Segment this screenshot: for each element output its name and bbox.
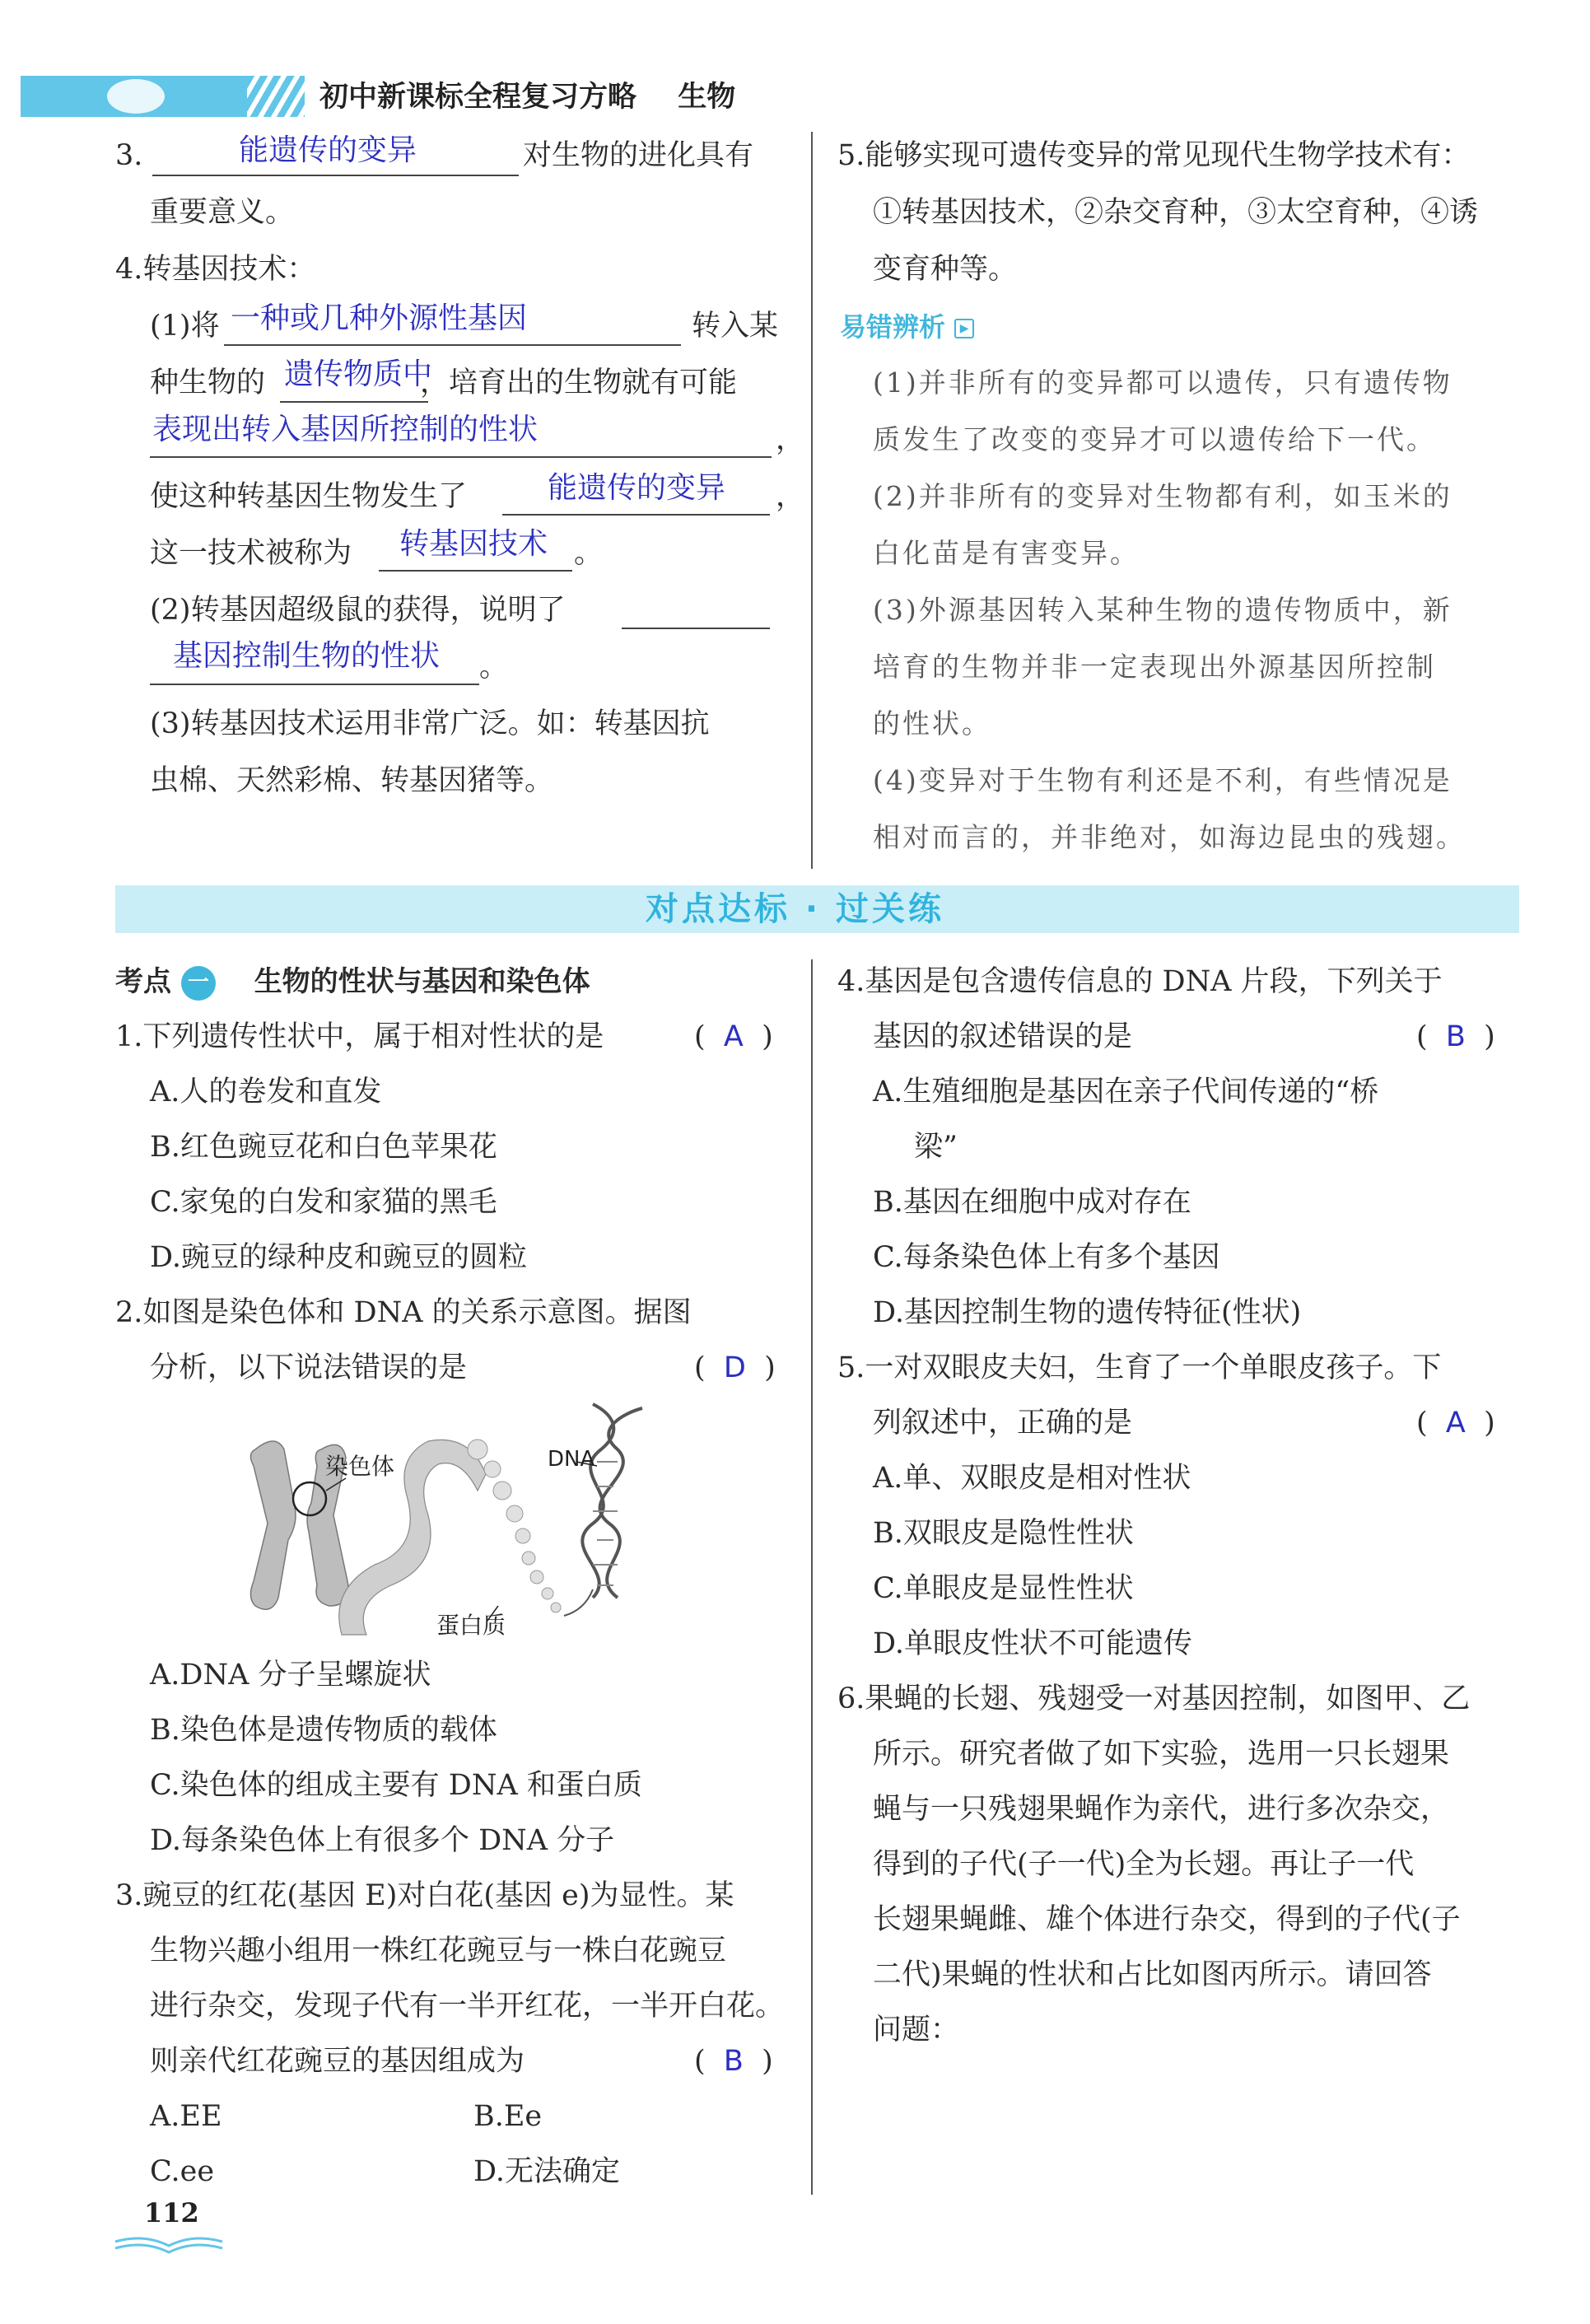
q4-1-comma2: ， — [776, 480, 805, 513]
rq4-option-a-line2: 梁” — [914, 1131, 958, 1164]
rt-q5-line3: 变育种等。 — [873, 253, 1018, 286]
q3-tail: 对生物的进化具有 — [523, 139, 754, 172]
q3b-answer-box: ( B ) — [694, 2045, 773, 2078]
error-analysis-label: 易错辨析 — [840, 311, 946, 343]
q4-2-post: 。 — [479, 651, 509, 684]
rq5-answer-box: ( A ) — [1416, 1407, 1495, 1440]
label-chromosome: 染色体 — [325, 1453, 395, 1480]
rq6-line1: 6.果蝇的长翅、残翅受一对基因控制，如图甲、乙 — [837, 1682, 1471, 1715]
q1-option-c: C.家兔的白发和家猫的黑毛 — [150, 1186, 497, 1219]
q3b-option-a: A.EE — [150, 2100, 222, 2133]
q3-answer: 能遗传的变异 — [239, 133, 417, 167]
rq6-line2: 所示。研究者做了如下实验，选用一只长翅果 — [873, 1738, 1450, 1771]
rq4-option-a-line1: A.生殖细胞是基因在亲子代间传递的“桥 — [873, 1076, 1379, 1108]
q4-3-line2: 虫棉、天然彩棉、转基因猪等。 — [150, 764, 554, 797]
kaodian-title: 生物的性状与基因和染色体 — [254, 965, 590, 998]
rt-q5-line2: ①转基因技术，②杂交育种，③太空育种，④诱 — [873, 196, 1479, 229]
q4-title: 4.转基因技术： — [115, 253, 316, 286]
q4-2-pre: (2)转基因超级鼠的获得，说明了 — [150, 594, 566, 627]
error-4-line1: (4)变异对于生物有利还是不利，有些情况是 — [873, 764, 1452, 796]
q4-1-line5-post: 。 — [574, 537, 604, 570]
q4-1-answer4: 能遗传的变异 — [548, 471, 726, 505]
book-title: 初中新课标全程复习方略 — [319, 81, 637, 114]
header-stripes — [247, 76, 305, 117]
q4-1-comma1: ， — [776, 423, 805, 456]
q3b-line4: 则亲代红花豌豆的基因组成为 — [150, 2045, 525, 2078]
section-title: 对点达标 · 过关练 — [645, 890, 945, 928]
q3b-line3: 进行杂交，发现子代有一半开红花，一半开白花。 — [150, 1990, 785, 2023]
q4-1-answer5: 转基因技术 — [399, 527, 548, 561]
column-divider-top — [811, 132, 813, 869]
rq5-option-d: D.单眼皮性状不可能遗传 — [873, 1627, 1192, 1660]
rq4-answer: B — [1445, 1020, 1466, 1053]
q4-1-line4-pre: 使这种转基因生物发生了 — [150, 480, 468, 513]
q4-2-answer: 基因控制生物的性状 — [173, 639, 441, 673]
rq4-line2: 基因的叙述错误的是 — [873, 1020, 1133, 1053]
q4-3-line1: (3)转基因技术运用非常广泛。如：转基因抗 — [150, 707, 710, 740]
q3b-line2: 生物兴趣小组用一株红花豌豆与一株白花豌豆 — [150, 1934, 727, 1967]
rq6-line7: 问题： — [873, 2014, 960, 2046]
rq5-option-a: A.单、双眼皮是相对性状 — [873, 1462, 1191, 1495]
rq4-line1: 4.基因是包含遗传信息的 DNA 片段，下列关于 — [837, 965, 1443, 998]
error-2-line1: (2)并非所有的变异对生物都有利，如玉米的 — [873, 480, 1452, 512]
rq4-option-b: B.基因在细胞中成对存在 — [873, 1186, 1191, 1219]
label-dna: DNA — [548, 1447, 595, 1472]
dna-double-helix — [582, 1404, 642, 1598]
error-3-line1: (3)外源基因转入某种生物的遗传物质中，新 — [873, 594, 1452, 626]
error-3-line3: 的性状。 — [873, 707, 991, 740]
q2-option-c: C.染色体的组成主要有 DNA 和蛋白质 — [150, 1769, 642, 1802]
rq4-option-d: D.基因控制生物的遗传特征(性状) — [873, 1296, 1302, 1329]
q3b-line1: 3.豌豆的红花(基因 E)对白花(基因 e)为显性。某 — [115, 1879, 734, 1912]
q4-1-answer3: 表现出转入基因所控制的性状 — [152, 413, 539, 446]
rq5-line1: 5.一对双眼皮夫妇，生育了一个单眼皮孩子。下 — [837, 1351, 1442, 1384]
error-2-line2: 白化苗是有害变异。 — [873, 537, 1140, 569]
q2-line1: 2.如图是染色体和 DNA 的关系示意图。据图 — [115, 1296, 692, 1329]
q2-line2: 分析，以下说法错误的是 — [150, 1351, 468, 1384]
q4-1-pre: (1)将 — [150, 310, 220, 343]
label-protein: 蛋白质 — [436, 1612, 506, 1639]
error-3-line2: 培育的生物并非一定表现出外源基因所控制 — [873, 651, 1436, 683]
rq6-line5: 长翅果蝇雌、雄个体进行杂交，得到的子代(子 — [873, 1903, 1461, 1936]
chromosome-dna-figure — [231, 1400, 708, 1639]
kaodian-heading — [115, 954, 590, 1010]
rq4-answer-box: ( B ) — [1416, 1020, 1495, 1053]
error-4-line2: 相对而言的，并非绝对，如海边昆虫的残翅。 — [873, 821, 1466, 853]
kaodian-label: 考点 — [115, 965, 171, 998]
arrow-icon: ▶ — [954, 319, 974, 338]
rq5-option-b: B.双眼皮是隐性性状 — [873, 1517, 1134, 1550]
q4-1-line2-post: ，培育出的生物就有可能 — [420, 366, 738, 399]
rq4-option-c: C.每条染色体上有多个基因 — [873, 1241, 1220, 1274]
q1-stem: 1.下列遗传性状中，属于相对性状的是 — [115, 1020, 604, 1053]
dna-strand-link — [564, 1589, 593, 1616]
book-icon — [107, 79, 165, 114]
column-divider-bottom — [811, 959, 813, 2195]
q4-1-line5-pre: 这一技术被称为 — [150, 537, 352, 570]
subject-label: 生物 — [678, 81, 736, 114]
error-1-line1: (1)并非所有的变异都可以遗传，只有遗传物 — [873, 366, 1452, 399]
error-analysis-tag — [840, 306, 974, 344]
open-book-icon — [111, 2233, 226, 2258]
q3-num: 3. — [115, 139, 143, 172]
q1-answer-box: ( A ) — [694, 1020, 773, 1053]
error-1-line2: 质发生了改变的变异才可以遗传给下一代。 — [873, 423, 1436, 455]
q4-1-answer1: 一种或几种外源性基因 — [231, 301, 528, 335]
q1-answer: A — [723, 1020, 744, 1053]
q1-option-a: A.人的卷发和直发 — [150, 1076, 382, 1108]
rq6-line6: 二代)果蝇的性状和占比如图丙所示。请回答 — [873, 1958, 1432, 1991]
q1-option-b: B.红色豌豆花和白色苹果花 — [150, 1131, 497, 1164]
q4-1-mid: 转入某 — [692, 310, 779, 343]
q4-1-line2-pre: 种生物的 — [150, 366, 266, 399]
rq6-line3: 蝇与一只残翅果蝇作为亲代，进行多次杂交， — [873, 1793, 1450, 1826]
page-number: 112 — [144, 2197, 199, 2228]
q2-option-a: A.DNA 分子呈螺旋状 — [150, 1659, 431, 1692]
rq5-option-c: C.单眼皮是显性性状 — [873, 1572, 1134, 1605]
q2-option-b: B.染色体是遗传物质的载体 — [150, 1714, 497, 1747]
q3b-answer: B — [723, 2045, 744, 2078]
q2-answer-box: ( D ) — [694, 1351, 776, 1384]
q1-option-d: D.豌豆的绿种皮和豌豆的圆粒 — [150, 1241, 527, 1274]
q2-answer: D — [723, 1351, 746, 1384]
rq6-line4: 得到的子代(子一代)全为长翅。再让子一代 — [873, 1848, 1415, 1881]
q3b-option-c: C.ee — [150, 2155, 215, 2188]
q3b-option-d: D.无法确定 — [473, 2155, 620, 2188]
q4-2-blank-a — [622, 628, 770, 629]
rq5-line2: 列叙述中，正确的是 — [873, 1407, 1133, 1440]
rt-q5-line1: 5.能够实现可遗传变异的常见现代生物学技术有： — [837, 139, 1471, 172]
rq5-answer: A — [1445, 1407, 1466, 1440]
q3b-option-b: B.Ee — [473, 2100, 543, 2133]
q3-line1 — [115, 128, 142, 184]
q2-option-d: D.每条染色体上有很多个 DNA 分子 — [150, 1824, 615, 1857]
q4-1-answer2: 遗传物质中 — [284, 357, 433, 391]
header-title — [319, 74, 735, 115]
q3-line2: 重要意义。 — [150, 196, 295, 229]
kaodian-number-badge: 一 — [181, 966, 216, 1001]
